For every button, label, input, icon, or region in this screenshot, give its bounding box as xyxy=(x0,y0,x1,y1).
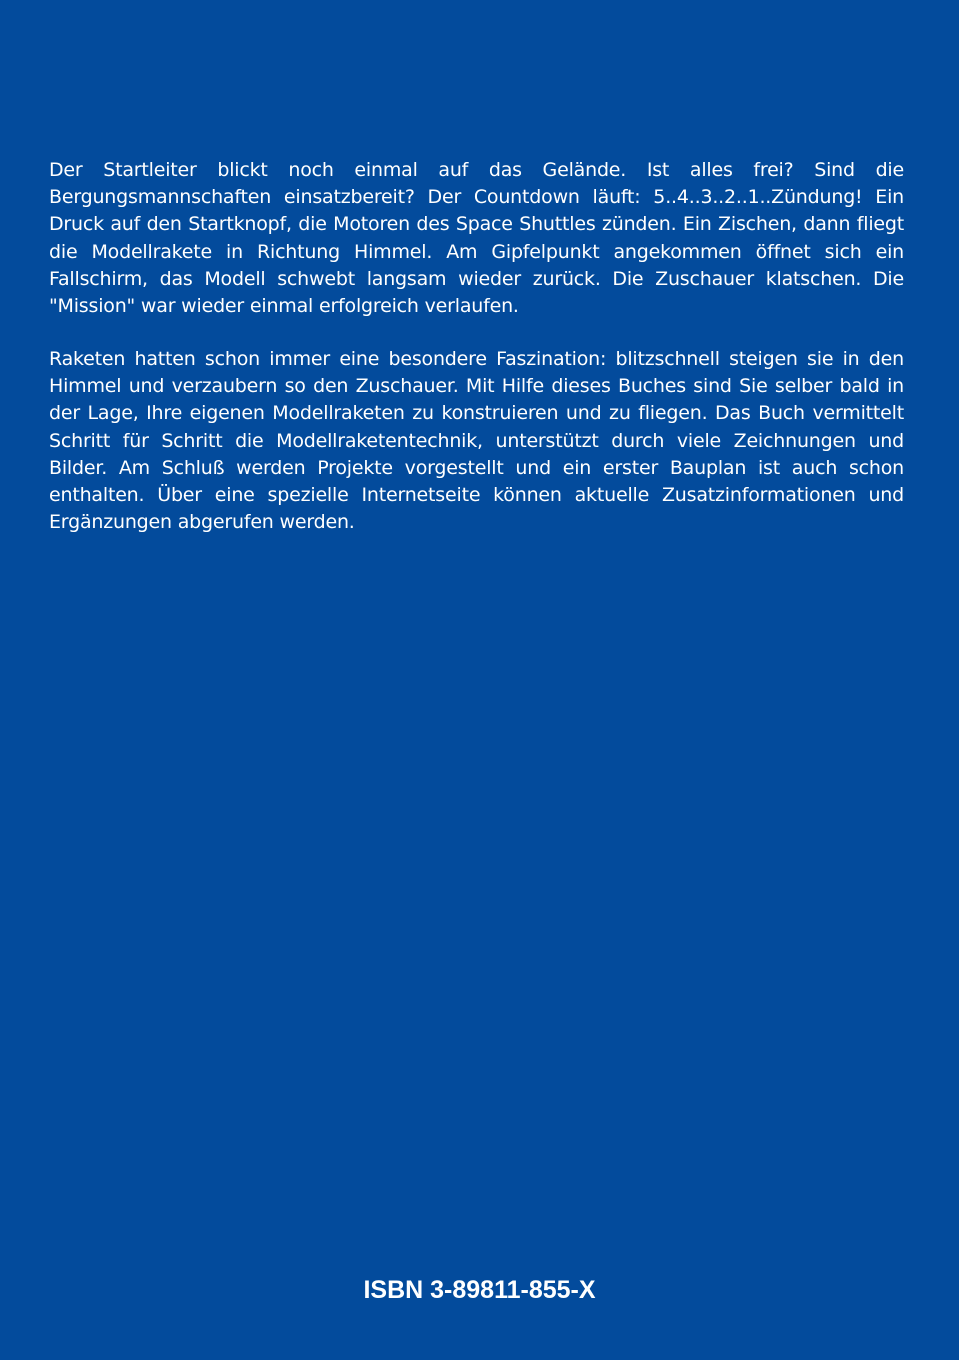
isbn-number: ISBN 3-89811-855-X xyxy=(363,1276,596,1304)
blurb-paragraph-book-description: Raketen hatten schon immer eine besondere Faszination: blitzschnell steigen sie in den Himmel und verzaubern so den Zuschauer. Mit Hilfe dieses Buches sind Sie selber bald in der Lage, Ihre eigenen Modellraketen zu konstruieren und zu fliegen. Das Buch vermittelt Schritt für Schritt die Modellraketentechnik, unterstützt durch viele Zeichnungen und Bilder. Am Schluß werden Projekte vorgestellt und ein erster Bauplan ist auch schon enthalten. Über eine spezielle Internetseite können aktuelle Zusatzinformationen und Ergänzungen abgerufen werden. xyxy=(49,348,904,534)
blurb-paragraph-launch: Der Startleiter blickt noch einmal auf das Gelände. Ist alles frei? Sind die Bergungsmannschaften einsatzbereit? Der Countdown läuft: 5..4..3..2..1..Zündung! Ein Druck auf den Startknopf, die Motoren des Space Shuttles zünden. Ein Zischen, dann fliegt die Modellrakete in Richtung Himmel. Am Gipfelpunkt angekommen öffnet sich ein Fallschirm, das Modell schwebt langsam wieder zurück. Die Zuschauer klatschen. Die "Mission" war wieder einmal erfolgreich verlaufen. xyxy=(49,159,904,318)
